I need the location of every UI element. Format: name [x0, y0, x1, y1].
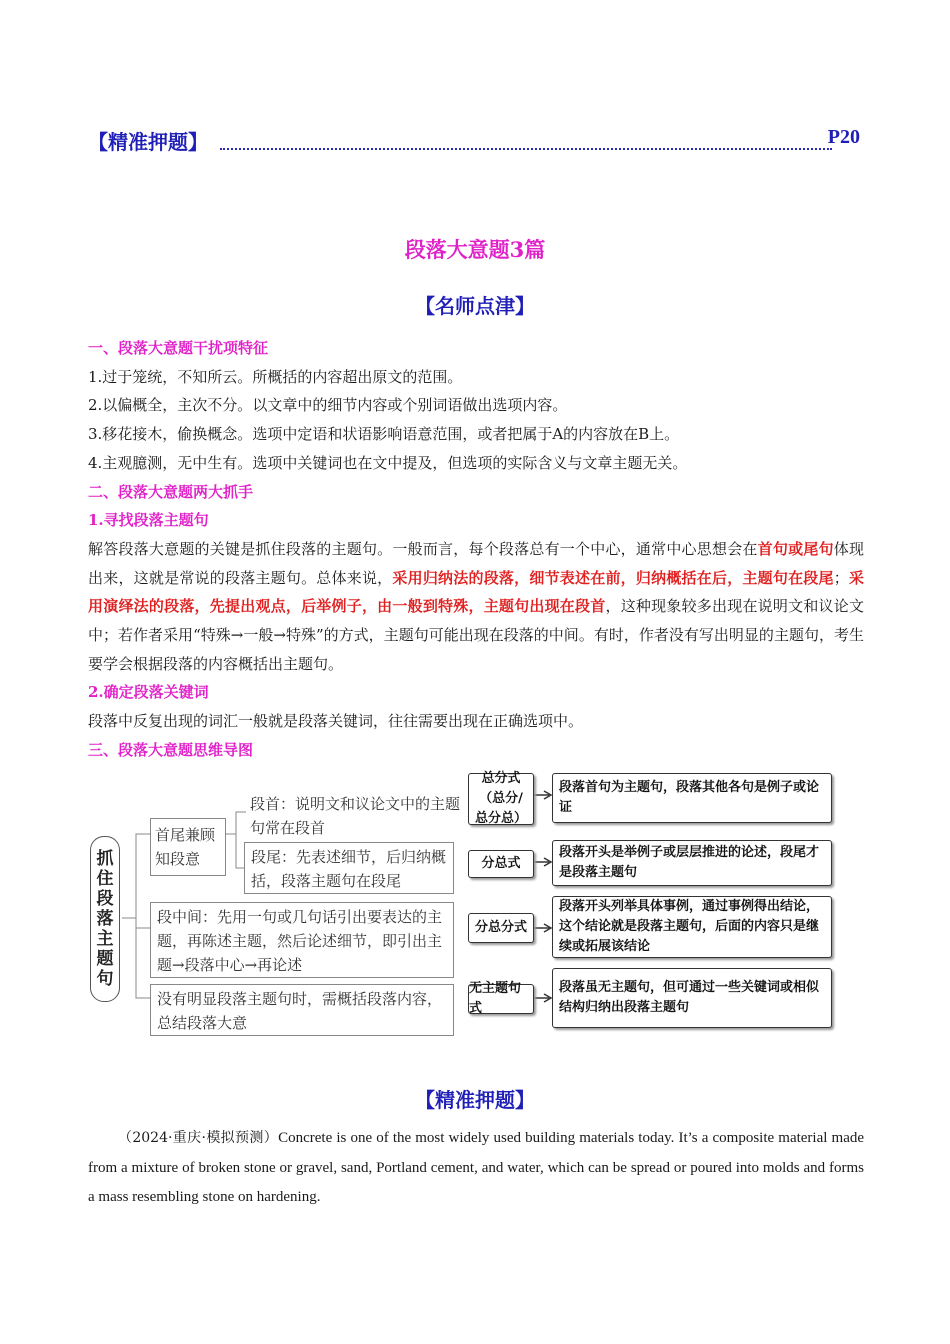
section3-heading: 三、段落大意题思维导图	[88, 740, 254, 759]
branch-paragraph-end: 段尾：先表述细节，后归纳概括，段落主题句在段尾	[244, 842, 454, 894]
section1-heading: 一、段落大意题干扰项特征	[88, 339, 269, 357]
mind-map	[84, 770, 844, 1040]
section-subtitle: 【名师点津】	[415, 294, 535, 318]
para1-highlight-f: 采用演绎法的段落，先提出观点，后举例子，由一般到特殊，主题句出现在段首	[88, 568, 864, 616]
para1-part-e: ；	[833, 568, 849, 587]
page-title: 段落大意题3篇	[404, 237, 546, 262]
section1-item-1: 1.过于笼统，不知所云。所概括的内容超出原文的范围。	[88, 367, 463, 386]
type-total-part-desc: 段落首句为主题句，段落其他各句是例子或论证	[552, 773, 832, 823]
type-part-total: 分总式	[468, 850, 534, 878]
section1-item-4: 4.主观臆测，无中生有。选项中关键词也在文中提及，但选项的实际含义与文章主题无关。	[88, 453, 688, 472]
page-number: P20	[827, 126, 860, 148]
exercise-source: （2024·重庆·模拟预测）	[118, 1130, 279, 1146]
branch-head-tail: 首尾兼顾知段意	[150, 818, 226, 876]
para1-highlight-d: 采用归纳法的段落，细节表述在前，归纳概括在后，主题句在段尾	[392, 568, 834, 587]
exercise-text: Concrete is one of the most widely used building materials today. It’s a composite material made from a mixture of broken stone or gravel, sand, Portland cement, and water, which can be spread or poured into molds and forms a mass resembling stone on hardening.	[88, 1130, 865, 1205]
type-part-total-part: 分总分式	[468, 913, 534, 943]
para1-part-a: 解答段落大意题的关键是抓住段落的主题句。一般而言，每个段落总有一个中心，通常中心思想会在	[88, 539, 758, 558]
section1-item-2: 2.以偏概全，主次不分。以文章中的细节内容或个别词语做出选项内容。	[88, 396, 568, 415]
branch-middle: 段中间：先用一句或几句话引出要表达的主题，再陈述主题，然后论述细节，即引出主题→段落中心→再论述	[150, 902, 454, 978]
exercise-passage	[88, 1124, 864, 1213]
mind-map-root-label: 抓住段落主题句	[96, 849, 114, 989]
type-no-topic-desc: 段落虽无主题句，但可通过一些关键词或相似结构归纳出段落主题句	[552, 968, 832, 1028]
exercise-title: 【精准押题】	[415, 1088, 535, 1112]
type-part-total-part-desc: 段落开头列举具体事例，通过事例得出结论，这个结论就是段落主题句，后面的内容只是继续或拓展该结论	[552, 896, 832, 958]
branch-no-topic: 没有明显段落主题句时，需概括段落内容，总结段落大意	[150, 984, 454, 1036]
section2-para2: 段落中反复出现的词汇一般就是段落关键词，往往需要出现在正确选项中。	[88, 712, 584, 731]
mind-map-root	[90, 836, 120, 1002]
section1-item-3: 3.移花接木，偷换概念。选项中定语和状语影响语意范围，或者把属于A的内容放在B上。	[88, 425, 680, 444]
section2-heading: 二、段落大意题两大抓手	[88, 482, 254, 501]
type-part-total-desc: 段落开头是举例子或层层推进的论述，段尾才是段落主题句	[552, 840, 832, 886]
header-dotted-leader	[220, 148, 832, 150]
header-left-label: 【精准押题】	[88, 130, 208, 154]
main-content	[88, 334, 864, 765]
para1-part-c: 体现出来，这就是常说的段落主题句。总体来说，	[88, 539, 864, 587]
para1-highlight-b: 首句或尾句	[757, 539, 834, 558]
branch-paragraph-start: 段首：说明文和议论文中的主题句常在段首	[250, 795, 461, 837]
section2-sub2: 2.确定段落关键词	[88, 683, 209, 702]
section2-para1	[88, 535, 864, 679]
type-no-topic: 无主题句式	[468, 984, 534, 1014]
type-total-part: 总分式（总分/总分总）	[468, 773, 534, 825]
para1-part-g: ，这种现象较多出现在说明文和议论文中；若作者采用“特殊→一般→特殊”的方式，主题句可能出现在段落的中间。有时，作者没有写出明显的主题句，考生要学会根据段落的内容概括出主题句。	[88, 597, 864, 673]
section2-sub1: 1.寻找段落主题句	[88, 511, 209, 530]
